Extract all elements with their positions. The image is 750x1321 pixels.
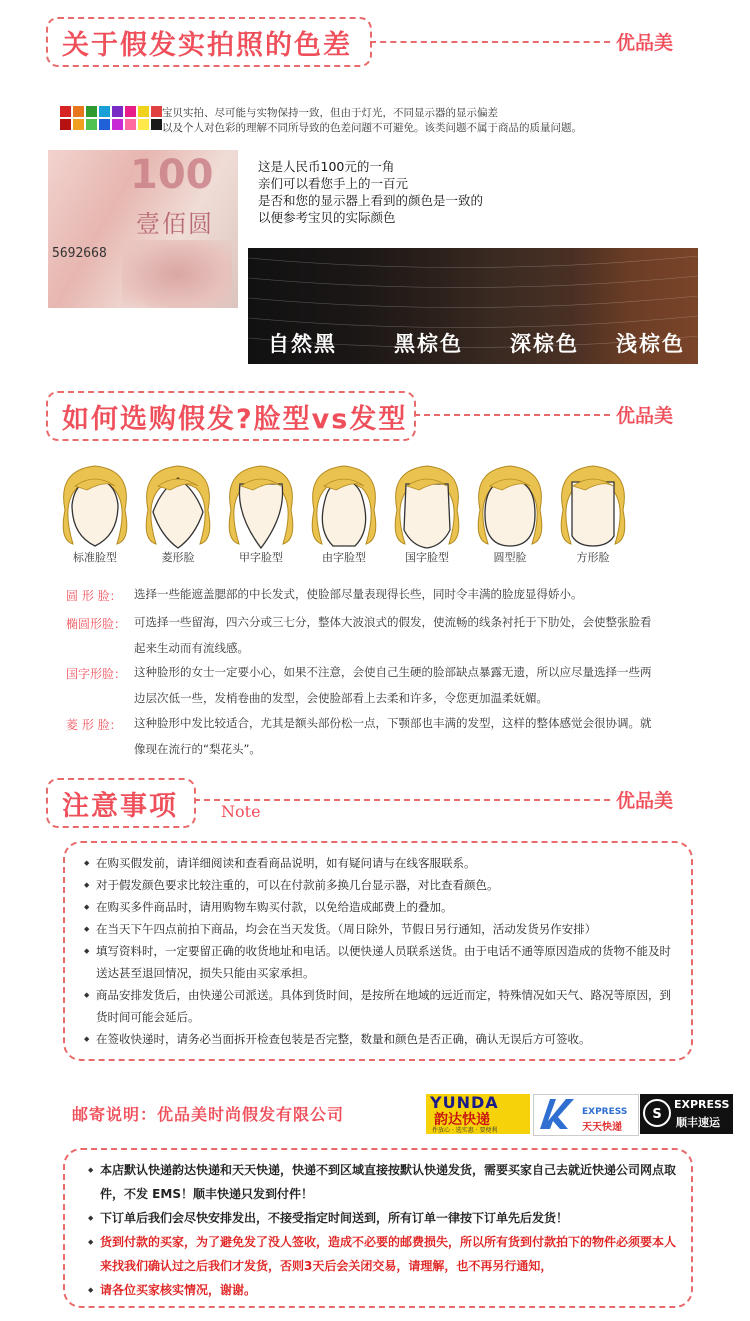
face-shape-icon bbox=[389, 460, 465, 552]
face-label: 由字脸型 bbox=[322, 551, 366, 564]
sf-logo-en: EXPRESS bbox=[674, 1098, 730, 1111]
shipping-note-item: ◆ 下订单后我们会尽快安排发出，不接受指定时间送到，所有订单一律按下订单先后发货！ bbox=[88, 1206, 678, 1230]
bill-note-line3: 是否和您的显示器上看到的颜色是一致的 bbox=[258, 193, 484, 208]
note-item: ◆ 在当天下午四点前拍下商品，均会在当天发货。（周日除外，节假日另行通知，活动发货另作安排） bbox=[84, 918, 678, 940]
face-shape-icon bbox=[223, 460, 299, 552]
bill-note-line4: 以便参考宝贝的实际颜色 bbox=[258, 210, 396, 225]
color-swatch bbox=[99, 119, 110, 130]
color-swatch bbox=[112, 119, 123, 130]
color-swatch bbox=[138, 106, 149, 117]
face-shape-icon bbox=[555, 460, 631, 552]
color-swatch bbox=[86, 106, 97, 117]
bill-portrait bbox=[122, 240, 232, 308]
tiantian-logo-en: EXPRESS bbox=[582, 1107, 628, 1117]
shipping-notes-list bbox=[88, 1158, 678, 1302]
tiantian-logo bbox=[533, 1094, 639, 1136]
face-shape-icon bbox=[140, 460, 216, 552]
color-swatch bbox=[86, 119, 97, 130]
desc-square-line2: 边层次低一些，发梢卷曲的发型，会使脸部看上去柔和许多，令您更加温柔妩媚。 bbox=[134, 691, 548, 705]
color-swatch bbox=[151, 106, 162, 117]
section2-title: 如何选购假发?脸型vs发型 bbox=[62, 404, 408, 435]
yunda-logo-cn: 韵达快递 bbox=[434, 1112, 490, 1128]
section1-brand: 优品美 bbox=[616, 32, 674, 54]
bill-note-line2: 亲们可以看您手上的一百元 bbox=[258, 176, 409, 191]
shipping-label: 邮寄说明：优品美时尚假发有限公司 bbox=[72, 1105, 345, 1124]
hair-color-label-3: 深棕色 bbox=[510, 332, 579, 356]
section1-divider bbox=[370, 41, 610, 43]
note-item: ◆ 填写资料时，一定要留正确的收货地址和电话。以便快递人员联系送货。由于电话不通等原因造成的货物不能及时送达甚至退回情况，损失只能由买家承担。 bbox=[84, 940, 678, 984]
tiantian-logo-cn: 天天快递 bbox=[582, 1122, 622, 1133]
desc-oval-line2: 起来生动而有流线感。 bbox=[134, 641, 249, 655]
bill-text: 壹佰圆 bbox=[136, 210, 214, 238]
face-label: 国字脸型 bbox=[405, 551, 449, 564]
face-label: 圆型脸 bbox=[493, 551, 527, 564]
face-illustration bbox=[389, 460, 465, 556]
section3-divider bbox=[194, 799, 610, 801]
color-swatch bbox=[99, 106, 110, 117]
desc-oval-line1: 可选择一些留海，四六分或三七分，整体大波浪式的假发，使流畅的线条衬托于下肋处，会使整张脸看 bbox=[134, 615, 652, 629]
face-label: 甲字脸型 bbox=[239, 551, 283, 564]
section2-brand: 优品美 bbox=[616, 405, 674, 427]
notes-list bbox=[84, 852, 678, 1050]
desc-term-oval: 椭圆形脸： bbox=[66, 617, 127, 631]
disclaimer-line1: 宝贝实拍、尽可能与实物保持一致，但由于灯光，不同显示器的显示偏差 bbox=[162, 107, 498, 119]
disclaimer-line2: 以及个人对色彩的理解不同所导致的色差问题不可避免。该类问题不属于商品的质量问题。 bbox=[162, 122, 582, 134]
section3-title: 注意事项 bbox=[62, 791, 178, 822]
hair-color-label-1: 自然黑 bbox=[268, 332, 337, 356]
face-label: 菱形脸 bbox=[161, 551, 195, 564]
face-illustration bbox=[555, 460, 631, 556]
face-label: 方形脸 bbox=[576, 551, 610, 564]
rmb-bill-photo bbox=[48, 150, 238, 308]
yunda-logo bbox=[426, 1094, 530, 1134]
note-item: ◆ 在购买多件商品时，请用购物车购买付款，以免给造成邮费上的叠加。 bbox=[84, 896, 678, 918]
desc-term-square: 国字形脸： bbox=[66, 667, 127, 681]
bill-note bbox=[258, 158, 483, 226]
bill-serial: 5692668 bbox=[52, 246, 107, 261]
yunda-logo-slogan: 件放心 · 选实惠 · 要便利 bbox=[432, 1127, 498, 1134]
desc-round-line1: 选择一些能遮盖腮部的中长发式，使脸部尽量表现得长些，同时令丰满的脸庞显得娇小。 bbox=[134, 587, 583, 601]
color-swatches bbox=[60, 106, 162, 130]
sf-logo-cn: 顺丰速运 bbox=[676, 1116, 720, 1129]
shipping-note-item: ◆ 本店默认快递韵达快递和天天快递，快递不到区域直接按默认快递发货，需要买家自己去就近快递公司网点取件，不发 EMS！顺丰快递只发到付件！ bbox=[88, 1158, 678, 1206]
color-swatch bbox=[60, 119, 71, 130]
desc-text-square bbox=[134, 659, 694, 711]
face-illustration bbox=[223, 460, 299, 556]
face-illustration bbox=[140, 460, 216, 556]
section2-divider bbox=[414, 414, 610, 416]
face-label: 标准脸型 bbox=[73, 551, 117, 564]
note-item: ◆ 在购买假发前，请详细阅读和查看商品说明，如有疑问请与在线客服联系。 bbox=[84, 852, 678, 874]
hair-color-strip bbox=[248, 248, 698, 364]
section3-brand: 优品美 bbox=[616, 790, 674, 812]
desc-text-round bbox=[134, 581, 694, 607]
face-shape-icon bbox=[472, 460, 548, 552]
desc-square-line1: 这种脸形的女士一定要小心，如果不注意，会使自己生硬的脸部缺点暴露无遗，所以应尽量选择一些两 bbox=[134, 665, 652, 679]
color-swatch bbox=[73, 119, 84, 130]
bill-value: 100 bbox=[130, 152, 214, 198]
desc-text-oval bbox=[134, 609, 694, 661]
face-shape-icon bbox=[306, 460, 382, 552]
hair-color-label-2: 黑棕色 bbox=[394, 332, 463, 356]
face-shape-icon bbox=[57, 460, 133, 552]
color-swatch bbox=[138, 119, 149, 130]
desc-term-round: 圆 形 脸： bbox=[66, 589, 122, 603]
section1-title: 关于假发实拍照的色差 bbox=[62, 30, 352, 61]
desc-diamond-line2: 像现在流行的“梨花头”。 bbox=[134, 742, 261, 756]
color-swatch bbox=[151, 119, 162, 130]
desc-text-diamond bbox=[134, 710, 694, 762]
bill-note-line1: 这是人民币100元的一角 bbox=[258, 159, 395, 174]
yunda-logo-en: YUNDA bbox=[430, 1093, 499, 1112]
color-swatch bbox=[125, 106, 136, 117]
shipping-note-item-red: ◆ 货到付款的买家，为了避免发了没人签收，造成不必要的邮费损失，所以所有货到付款拍下的物件必须要本人来找我们确认过之后我们才发货，否则3天后会关闭交易，请理解，也不再另行通知， bbox=[88, 1230, 678, 1278]
section3-subtitle: Note bbox=[221, 802, 261, 821]
shipping-note-item-red: ◆ 请各位买家核实情况，谢谢。 bbox=[88, 1278, 678, 1302]
color-swatch bbox=[73, 106, 84, 117]
color-swatch bbox=[112, 106, 123, 117]
note-item: ◆ 商品安排发货后，由快递公司派送。具体到货时间，是按所在地域的远近而定，特殊情况如天气、路况等原因，到货时间可能会延后。 bbox=[84, 984, 678, 1028]
face-illustration bbox=[472, 460, 548, 556]
face-illustration bbox=[57, 460, 133, 556]
hair-color-label-4: 浅棕色 bbox=[616, 332, 685, 356]
color-swatch bbox=[60, 106, 71, 117]
note-item: ◆ 在签收快递时，请务必当面拆开检查包装是否完整，数量和颜色是否正确，确认无误后方可签收。 bbox=[84, 1028, 678, 1050]
sf-logo bbox=[640, 1094, 733, 1134]
tiantian-k-icon bbox=[536, 1095, 576, 1135]
sf-circle-icon: S bbox=[643, 1099, 671, 1127]
note-item: ◆ 对于假发颜色要求比较注重的，可以在付款前多换几台显示器，对比查看颜色。 bbox=[84, 874, 678, 896]
disclaimer-text bbox=[162, 106, 722, 136]
desc-term-diamond: 菱 形 脸： bbox=[66, 718, 122, 732]
color-swatch bbox=[125, 119, 136, 130]
face-illustration bbox=[306, 460, 382, 556]
desc-diamond-line1: 这种脸形中发比较适合，尤其是额头部份松一点，下颚部也丰满的发型，这样的整体感觉会很协调。就 bbox=[134, 716, 652, 730]
